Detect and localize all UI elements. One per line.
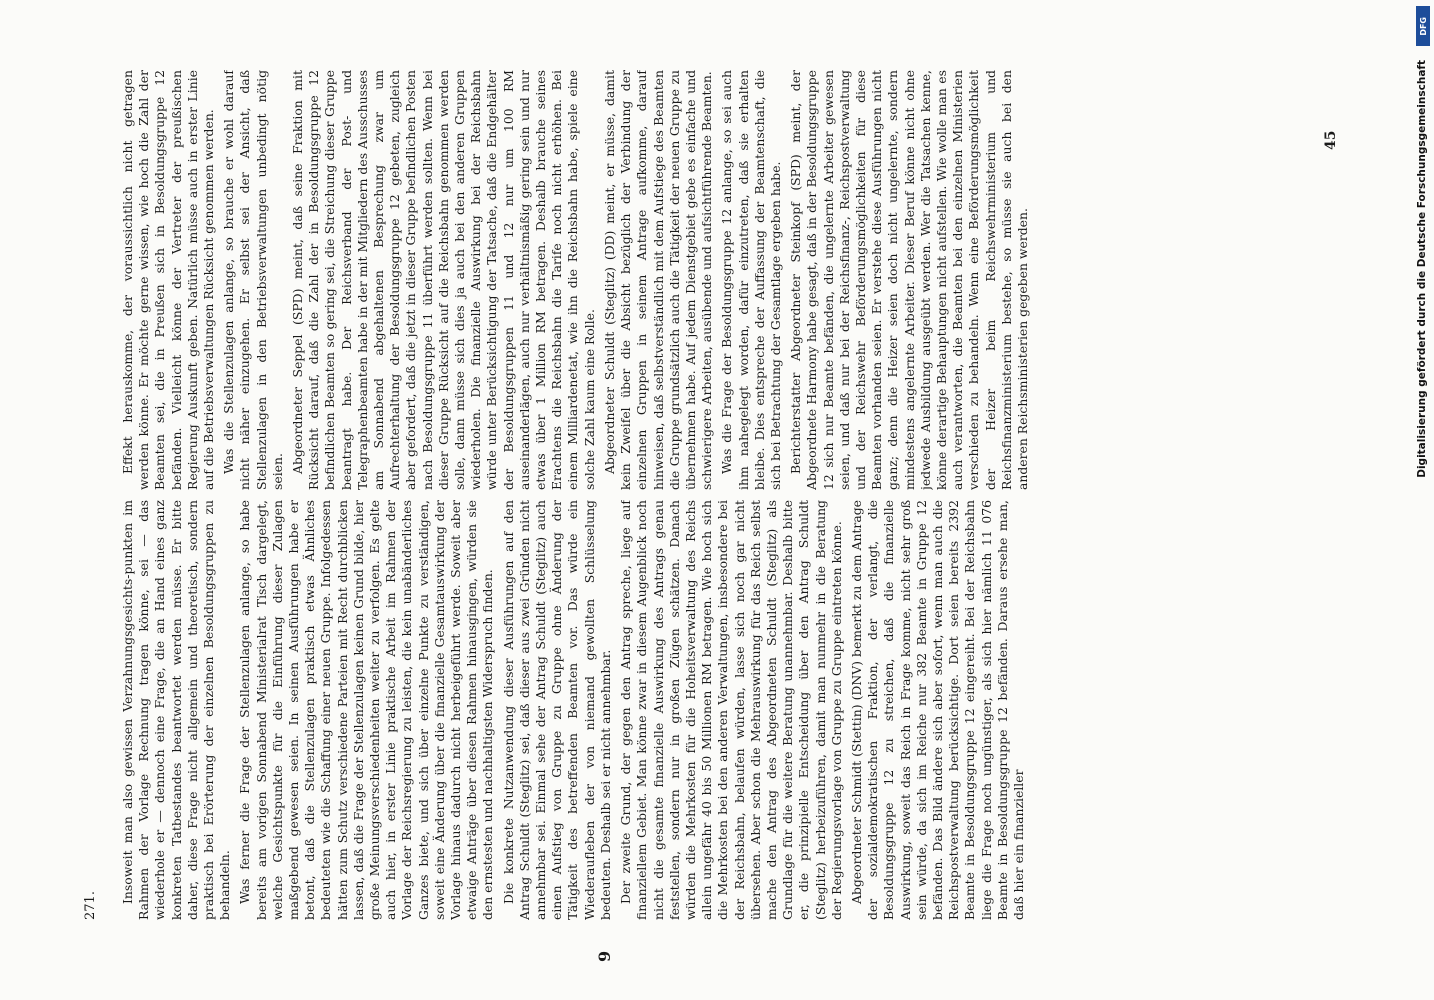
paragraph: Abgeordneter Schuldt (Steglitz) (DD) meint, er müsse, damit kein Zweifel über die Absicht bezüglich der Verbindung der einzelnen Gruppen in seinem Antrage aufkomme, darauf hinweisen, daß selbstverständlich mit dem Aufstiege des Beamten die Gruppe grundsätzlich auch die Tätigkeit der neuen Gruppe zu übernehmen habe. Auf jedem Dienstgebiet gebe es einfache und schwierigere Arbeiten, ausübende und aufsichtführende Beamten. bbox=[601, 70, 715, 490]
text-column-left bbox=[120, 500, 1310, 920]
dfg-logo bbox=[1416, 6, 1430, 46]
paragraph: Berichterstatter Abgeordneter Steinkopf (SPD) meint, der Abgeordnete Harmony habe gesagt, daß in der Besoldungsgruppe 12 sich nur Beamte befänden, die ungelernte Arbeiter gewesen seien, und daß nur bei der Reichsfinanz-, Reichspostverwaltung und der Reichswehr Beförderungsmöglichkeiten für diese Beamten vorhanden seien. Er verstehe diese Ausführungen nicht ganz; denn die Heizer seien doch nicht ungelernte, sondern mindestens angelernte Arbeiter. Dieser Beruf könne nicht ohne jedwede Ausbildung ausgeübt werden. Wer die Tatsachen kenne, könne derartige Behauptungen nicht aufstellen. Wie wolle man es auch verantworten, die Beamten bei den einzelnen Ministerien verschieden zu behandeln. Wenn eine Beförderungsmöglichkeit der Heizer beim Reichswehrministerium und Reichsfinanzministerium bestehe, so müsse sie auch bei den anderen Reichsministerien gegeben werden. bbox=[788, 70, 1030, 490]
page-number: 271. bbox=[83, 891, 98, 920]
paragraph: Abgeordneter Schmidt (Stettin) (DNV) bemerkt zu dem Antrage der sozialdemokratischen Fraktion, der verlangt, die Besoldungsgruppe 12 zu streichen, daß die finanzielle Auswirkung, soweit das Reich in Frage komme, nicht sehr groß sein würde, da sich im Reiche nur 382 Beamte in Gruppe 12 befänden. Das Bild ändere sich aber sofort, wenn man auch die Reichspostverwaltung berücksichtige. Dort seien bereits 2392 Beamte in Besoldungsgruppe 12 eingereiht. Bei der Reichsbahn liege die Frage noch ungünstiger, als sich hier nämlich 11 076 Beamte in Besoldungsgruppe 12 befänden. Daraus ersehe man, daß hier ein finanzieller bbox=[848, 500, 1026, 920]
sheet-number-bottom: 45 bbox=[1323, 130, 1339, 150]
paragraph: Was die Stellenzulagen anlange, so brauche er wohl darauf nicht näher einzugehen. Er selbst sei der Ansicht, daß Stellenzulagen in den Betriebsverwaltungen unbedingt nötig seien. bbox=[221, 70, 285, 490]
paragraph: Was ferner die Frage der Stellenzulagen anlange, so habe bereits am vorigen Sonnabend Ministerialrat Tisch dargelegt, welche Gesichtspunkte für die Einführung dieser Zulagen maßgebend gewesen seien. In seinen Ausführungen habe er betont, daß die Stellenzulagen praktisch etwas Ähnliches bedeuteten wie die Schaffung einer neuen Gruppe. Infolgedessen hätten zum Schutz verschiedene Parteien mit Recht durchblicken lassen, daß die Frage der Stellenzulagen keinen Grund bilde, hier große Meinungsverschiedenheiten weiter zu verfolgen. Es gelte auch hier, in erster Linie praktische Arbeit im Rahmen der Vorlage der Reichsregierung zu leisten, die kein unabänderliches Ganzes biete, und sich über einzelne Punkte zu verständigen, soweit eine Änderung über die finanzielle Gesamtauswirkung der Vorlage hinaus dadurch nicht herbeigeführt werde. Soweit aber etwaige Anträge über diesen Rahmen hinausgingen, würden sie den ernstesten und nachhaltigsten Widerspruch finden. bbox=[237, 500, 496, 920]
dfg-badge-label: DFG bbox=[1418, 16, 1428, 36]
paragraph: Insoweit man also gewissen Verzahnungsgesichts-punkten im Rahmen der Vorlage Rechnung tragen könne, sei — das wiederhole er — dennoch eine Frage, die an Hand eines ganz konkreten Tatbestandes beantwortet werden müsse. Er bitte daher, diese Frage nicht allgemein und theoretisch, sondern praktisch bei Erörterung der einzelnen Besoldungsgruppen zu behandeln. bbox=[120, 500, 233, 920]
paragraph: Was die Frage der Besoldungsgruppe 12 anlange, so sei auch ihm nahegelegt worden, dafür einzutreten, daß sie erhalten bleibe. Dies entspreche der Auffassung der Beamtenschaft, die sich bei Betrachtung der Gesamtlage ergeben habe. bbox=[719, 70, 783, 490]
paragraph: Der zweite Grund, der gegen den Antrag spreche, liege auf finanziellem Gebiet. Man könne zwar in diesem Augenblick noch nicht die gesamte finanzielle Auswirkung des Antrags genau feststellen, sondern nur in großen Zügen schätzen. Danach würden die Mehrkosten für die Hoheitsverwaltung des Reichs allein ungefähr 40 bis 50 Millionen RM betragen. Wie hoch sich die Mehrkosten bei den anderen Verwaltungen, insbesondere bei der Reichsbahn, belaufen würden, lasse sich noch gar nicht übersehen. Aber schon die Mehrauswirkung für das Reich selbst mache den Antrag des Abgeordneten Schuldt (Steglitz) als Grundlage für die weitere Beratung unannehmbar. Deshalb bitte er, die prinzipielle Entscheidung über den Antrag Schuldt (Steglitz) herbeizuführen, damit man nunmehr in die Beratung der Regierungsvorlage von Gruppe zu Gruppe eintreten könne. bbox=[618, 500, 844, 920]
paragraph: Abgeordneter Seppel (SPD) meint, daß seine Fraktion mit Rücksicht darauf, daß die Zahl der in Besoldungsgruppe 12 befindlichen Beamten so gering sei, die Streichung dieser Gruppe beantragt habe. Der Reichsverband der Post- und Telegraphenbeamten habe in der mit Mitgliedern des Ausschusses am Sonnabend abgehaltenen Besprechung zwar um Aufrechterhaltung der Besoldungsgruppe 12 gebeten, zugleich aber gefordert, daß die jetzt in dieser Gruppe befindlichen Posten nach Besoldungsgruppe 11 überführt werden sollten. Wenn bei dieser Gruppe Rücksicht auf die Reichsbahn genommen werden solle, dann müsse sich dies ja auch bei den anderen Gruppen wiederholen. Die finanzielle Auswirkung bei der Reichsbahn würde unter Berücksichtigung der Tatsache, daß die Endgehälter der Besoldungsgruppen 11 und 12 nur um 100 RM auseinanderlägen, auch nur verhältnismäßig gering sein und nur etwas über 1 Million RM betragen. Deshalb brauche seines Erachtens die Reichsbahn die Tarife noch nicht erhöhen. Bei einem Milliardenetat, wie ihn die Reichsbahn habe, spiele eine solche Zahl kaum eine Rolle. bbox=[290, 70, 597, 490]
page-header bbox=[75, 50, 115, 950]
rotated-page bbox=[75, 50, 1339, 962]
paragraph: Die konkrete Nutzanwendung dieser Ausführungen auf den Antrag Schuldt (Steglitz) sei, daß dieser aus zwei Gründen nicht annehmbar sei. Einmal sehe der Antrag Schuldt (Steglitz) auch einen Aufstieg von Gruppe zu Gruppe ohne Änderung der Tätigkeit des betreffenden Beamten vor. Das würde ein Wiederaufleben der von niemand gewollten Schlüsselung bedeuten. Deshalb sei er nicht annehmbar. bbox=[500, 500, 613, 920]
sheet-number: 9 bbox=[595, 950, 614, 962]
paragraph: Effekt herauskomme, der voraussichtlich nicht getragen werden könne. Er möchte gerne wissen, wie hoch die Zahl der Beamten sei, die in Preußen sich in Besoldungsgruppe 12 befänden. Vielleicht könne der Vertreter der preußischen Regierung Auskunft geben. Natürlich müsse auch in erster Linie auf die Betriebsverwaltungen Rücksicht genommen werden. bbox=[120, 70, 217, 490]
digitization-credit: Digitalisierung gefördert durch die Deutsche Forschungsgemeinschaft bbox=[1416, 60, 1428, 478]
text-column-right bbox=[120, 70, 1310, 490]
